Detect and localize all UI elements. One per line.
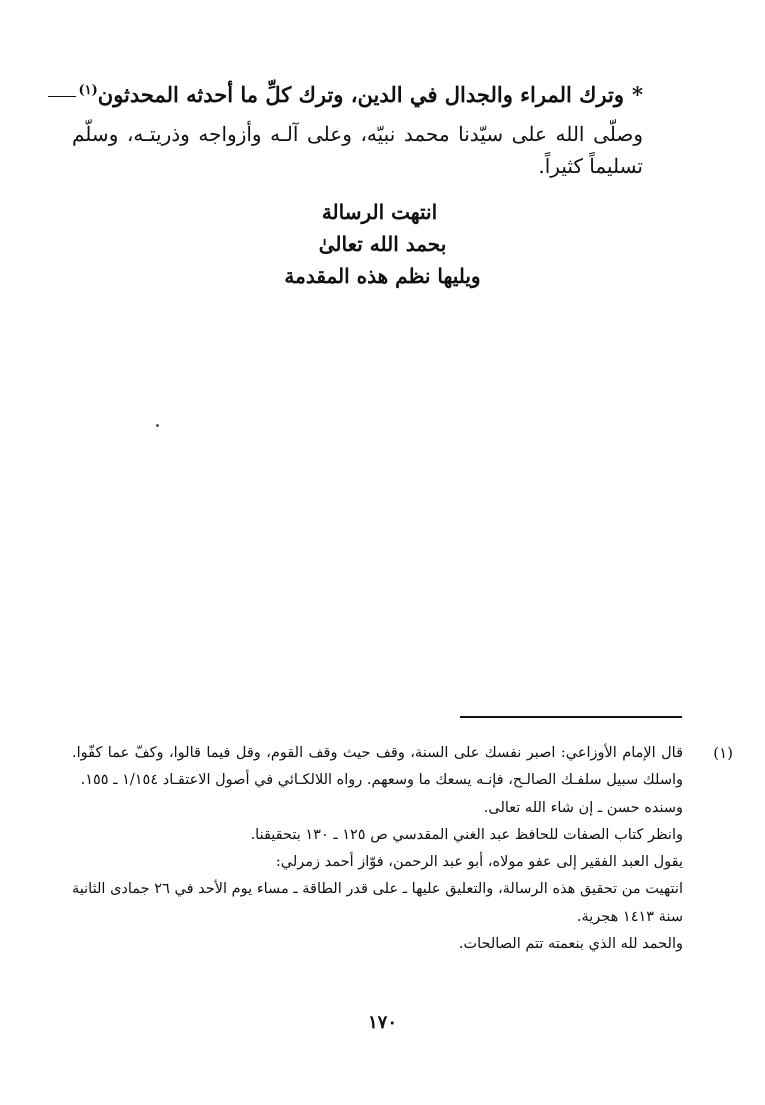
end-line: بحمد الله تعالىٰ [318,232,447,256]
bullet-marker: * [632,82,643,107]
end-line: انتهت الرسالة [321,200,438,224]
page-number: ١٧٠ [367,1012,397,1033]
footnote-line: يقول العبد الفقير إلى عفو مولاه، أبو عبد الرحمن، فوّاز أحمد زمرلي: [275,854,683,871]
footnote-line: وانظر كتاب الصفات للحافظ عبد الغني المقدسي ص ١٢٥ ـ ١٣٠ بتحقيقنا. [250,826,683,843]
closing-paragraph: وصلّى الله على سيّدنا محمد نبيّه، وعلى آلـه وأزواجه وذريتـه، وسلّم تسليماً كثيراً. [72,122,643,178]
end-of-treatise-block [0,196,765,292]
footnotes-block [72,740,733,958]
scan-speck [156,424,159,427]
footnote-separator [460,716,682,718]
footnote-quote: قال الإمام الأوزاعي: اصبر نفسك على السنة، وقف حيث وقف القوم، وقل فيما قالوا، وكفّ عما كفّوا. واسلك سبيل سلفـك الصالـح، فإنـه يسعك ما وسعهم. رواه اللالكـائي في أصول الاعتقـاد ١/١٥٤ ـ ١٥٥. [72,745,683,789]
main-text-line [78,74,643,112]
footnote-marker: (١) [713,744,733,762]
end-line: ويليها نظم هذه المقدمة [284,264,481,288]
line-tail-rule [48,96,76,97]
main-line-text: وترك المراء والجدال في الدين، وترك كلِّ ما أحدثه المحدثون [97,82,625,107]
footnote-reference[interactable]: (١) [78,83,98,98]
footnote-completion: انتهيت من تحقيق هذه الرسالة، والتعليق عليها ـ على قدر الطاقة ـ مساء يوم الأحد في ٢٦ جمادى الثانية سنة ١٤١٣ هجرية. [72,881,683,925]
footnote-closing: والحمد لله الذي بنعمته تتم الصالحات. [458,936,683,953]
footnote-line: وسنده حسن ـ إن شاء الله تعالى. [483,799,683,816]
